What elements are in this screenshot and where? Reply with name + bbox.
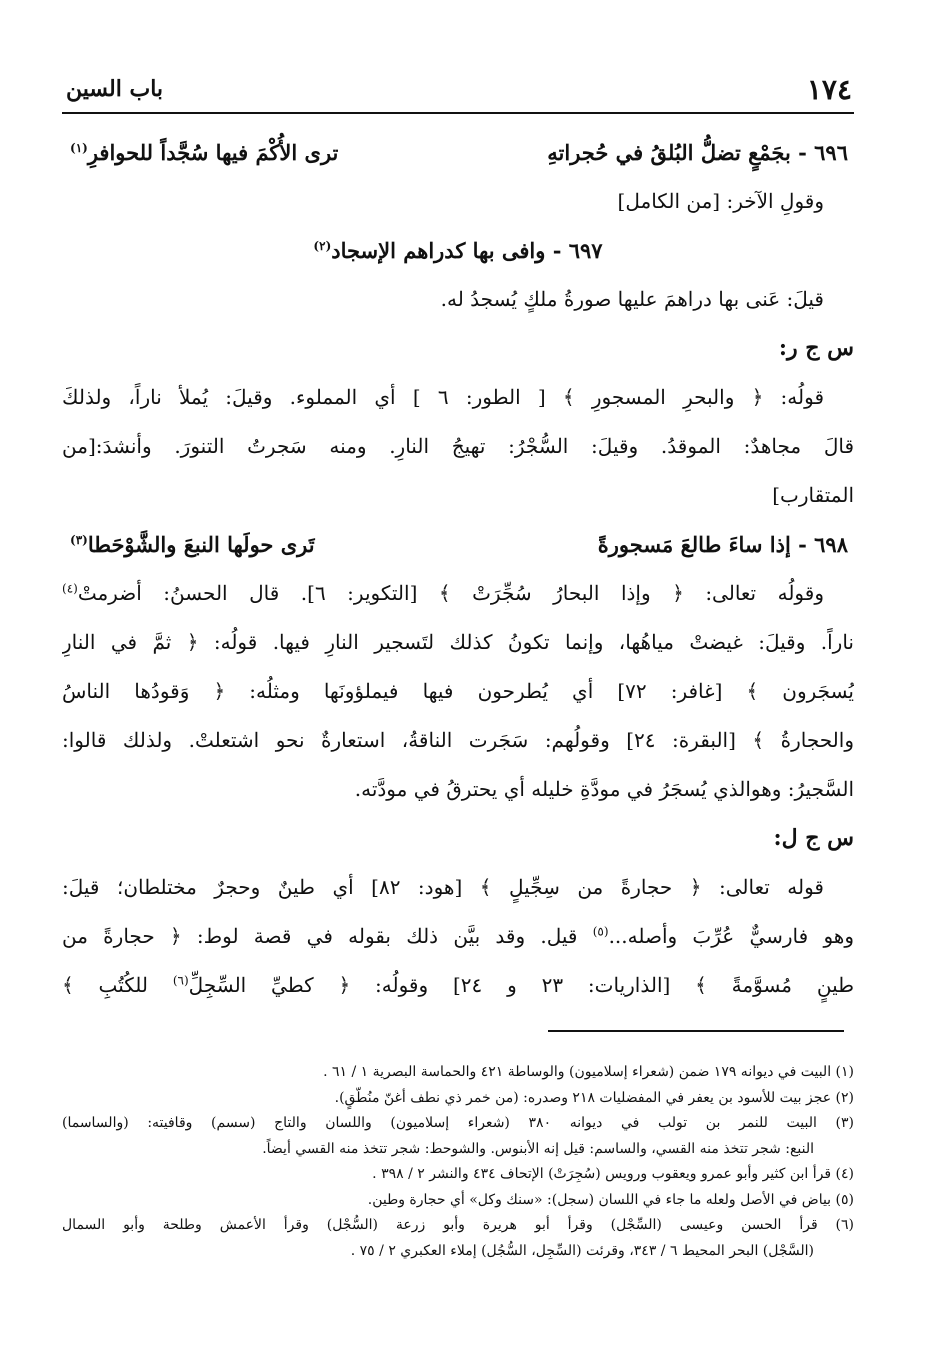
page-header [66,70,852,108]
verse-696-first-hemistich: ٦٩٦ - بجَمْعٍ تضلُّ البُلقُ في حُجراتهِ [547,140,848,165]
footnote-divider [548,1030,844,1032]
verse-697-text: ٦٩٧ - وافى بها كدراهم الإسجاد [331,238,603,263]
footnote-4: (٤) قرأ ابن كثير وأبو عمرو ويعقوب ورويس (سُجِرَتْ) الإتحاف ٤٣٤ والنشر ٢ / ٣٩٨ . [372,1166,854,1182]
p2-line-2: ناراً. وقيلَ: غيضتْ مياهُها، وإنما تكونُ كذلك لتَسجير النارِ فيها. قولُه: ﴿ ثمَّ في النارِ [62,630,854,654]
verse-698-first-hemistich: ٦٩٨ - إذا ساءَ طالعَ مَسجورةً [597,532,848,557]
footnote-ref-4: (٤) [62,581,78,596]
page-number: ١٧٤ [806,72,852,106]
footnote-ref-3: (٣) [70,533,88,547]
footnote-ref-5: (٥) [592,924,609,939]
footnote-3: (٣) البيت للنمر بن تولب في ديوانه ٣٨٠ (شعراء إسلاميون) واللسان والتاج (سسم) وقافيته: (والساسما) [62,1115,854,1131]
verse-696 [62,128,854,177]
verse-698-second-hemistich [62,520,315,569]
sjr-line-2: قالَ مجاهدٌ: الموقدُ. وقيلَ: السُّجْرُ: تهيجُ النارِ. ومنه سَجرتُ التنورَ. وأنشدَ:[من [62,434,854,458]
sjl-line-3-part-a: طينٍ مُسوَّمةً ﴾ [الذاريات: ٢٣ و ٢٤] وقولُه: ﴿ كطيِّ السِّجِلِّ [188,973,854,997]
sjl-line-1: قوله تعالى: ﴿ حجارةً من سِجِّيلٍ ﴾ [هود: ٨٢] أي طينٌ وحجرٌ مختلطان؛ قيلَ: [62,875,824,899]
verse-698-second-text: تَرى حولَها النبعَ والشَّوْحَطا [87,532,315,557]
footnote-1: (١) البيت في ديوانه ١٧٩ ضمن (شعراء إسلاميون) والوساطة ٤٢١ والحماسة البصرية ١ / ٦١ . [323,1064,854,1080]
sjr-line-1: قولُه: ﴿ والبحرِ المسجورِ ﴾ [ الطور: ٦ ] أي المملوء. وقيلَ: يُملأ ناراً، ولذلكَ [62,385,824,409]
sjl-line-2-part-a: وهو فارسيٌّ عُرِّبَ وأصله... [608,924,854,948]
sjl-line-3 [62,961,854,1010]
verse-696-second-text: ترى الأُكْمَ فيها سُجَّداً للحوافرِ [87,140,339,165]
sjl-line-2-part-b: قيل. وقد بيَّن ذلك بقوله في قصة لوط: ﴿ حجارةً من [62,924,578,948]
root-heading-sjl: س ج ل: [773,825,854,851]
verse-697 [62,226,854,275]
chapter-title: باب السين [66,76,164,102]
sjl-line-2 [62,912,854,961]
p2-line-4: والحجارةُ ﴾ [البقرة: ٢٤] وقولُهم: سَجَرت الناقةُ، استعارةٌ نحو اشتعلتْ. ولذلك قالوا: [62,728,854,752]
footnote-2: (٢) عجز بيت للأسود بن يعفر في المفضليات ٢١٨ وصدره: (من خمر ذي نطف أغنّ منُطّقٍ). [334,1089,854,1106]
footnote-6: (٦) قرأ الحسن وعيسى (السِّجْل) وقرأ أبو هريرة وأبو زرعة (السُّجْل) وقرأ الأعمش وطلحة وأبو السمال [62,1217,854,1233]
footnote-6-continuation: (السَّجْل) البحر المحيط ٦ / ٣٤٣، وقرئت (السِّجِل، السُّجُل) إملاء العكبري ٢ / ٧٥ . [350,1242,814,1259]
sjl-line-3-part-b: للكُتُبِ ﴾ [62,973,148,997]
footnote-ref-1: (١) [70,141,88,155]
p2-line-5: السَّجيرُ: وهوالذي يُسجَرُ في مودَّةِ خليله أي يحترقُ في مودَّته. [354,777,854,801]
explain-697: قيلَ: عَنى بها دراهمَ عليها صورةُ ملكٍ يُسجدُ له. [440,287,824,311]
intro-697: وقولِ الآخر: [من الكامل] [617,189,824,213]
sjr-line-3: المتقارب] [772,483,854,507]
p2-line-3: يُسجَرون ﴾ [غافر: ٧٢] أي يُطرحون فيها فيملؤونَها ومثلُه: ﴿ وَقودُها الناسُ [62,679,854,703]
footnote-ref-6: (٦) [172,973,189,988]
footnote-5: (٥) بياض في الأصل ولعله ما جاء في اللسان (سجل): «سنك وكل» أي حجارة وطين. [367,1191,854,1208]
footnotes [62,1060,854,1264]
verse-696-second-hemistich [62,128,338,177]
root-heading-sjr: س ج ر: [778,335,854,361]
p2-line-1-text: وقولُه تعالى: ﴿ وإذا البحارُ سُجِّرَتْ ﴾ [التكوير: ٦]. قال الحسنُ: أضرمتْ [77,581,824,605]
verse-698 [62,520,854,569]
footnote-ref-2: (٢) [313,239,332,253]
main-text [62,128,854,1010]
p2-line-1 [62,569,854,618]
header-divider [62,112,854,114]
footnote-3-continuation: النبع: شجر تتخذ منه القسي، والساسم: قيل إنه الأبنوس. والشوحط: شجر تتخذ منه القسي أيضاً. [262,1140,814,1157]
